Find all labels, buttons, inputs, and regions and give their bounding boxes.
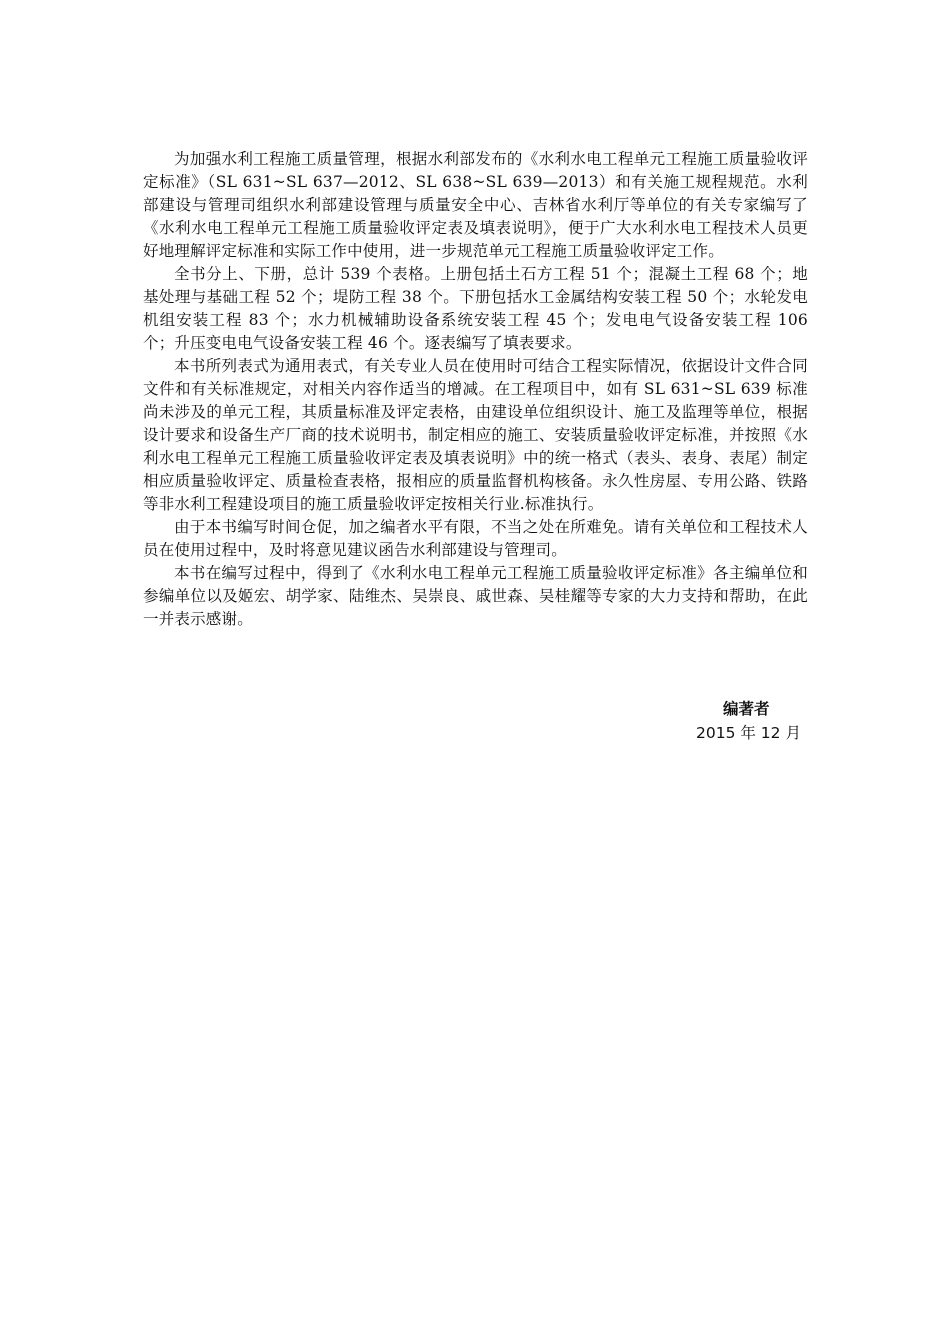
paragraph-contents: 全书分上、下册，总计 539 个表格。上册包括土石方工程 51 个；混凝土工程 68 个；地基处理与基础工程 52 个；堤防工程 38 个。下册包括水工金属结构安装工程 50 个；水轮发电机组安装工程 83 个；水力机械辅助设备系统安装工程 45 个；发电电气设备安装工程 106 个；升压变电电气设备安装工程 46 个。逐表编写了填表要求。 — [143, 265, 808, 352]
paragraph-usage: 本书所列表式为通用表式，有关专业人员在使用时可结合工程实际情况，依据设计文件合同文件和有关标准规定，对相关内容作适当的增减。在工程项目中，如有 SL 631~SL 639 标准尚未涉及的单元工程，其质量标准及评定表格，由建设单位组织设计、施工及监理等单位，根据设计要求和设备生产厂商的技术说明书，制定相应的施工、安装质量验收评定标准，并按照《水利水电工程单元工程施工质量验收评定表及填表说明》中的统一格式（表头、表身、表尾）制定相应质量验收评定、质量检查表格，报相应的质量监督机构核备。永久性房屋、专用公路、铁路等非水利工程建设项目的施工质量验收评定按相关行业.标准执行。 — [143, 357, 808, 513]
author-signature: 编著者 — [723, 700, 770, 718]
paragraph-disclaimer: 由于本书编写时间仓促，加之编者水平有限，不当之处在所难免。请有关单位和工程技术人员在使用过程中，及时将意见建议函告水利部建设与管理司。 — [143, 518, 808, 559]
preface-body — [143, 148, 808, 631]
paragraph-purpose: 为加强水利工程施工质量管理，根据水利部发布的《水利水电工程单元工程施工质量验收评定标准》（SL 631~SL 637—2012、SL 638~SL 639—2013）和有关施工规程规范。水利部建设与管理司组织水利部建设管理与质量安全中心、吉林省水利厅等单位的有关专家编写了《水利水电工程单元工程施工质量验收评定表及填表说明》，便于广大水利水电工程技术人员更好地理解评定标准和实际工作中使用，进一步规范单元工程施工质量验收评定工作。 — [143, 150, 808, 260]
paragraph-acknowledgement: 本书在编写过程中，得到了《水利水电工程单元工程施工质量验收评定标准》各主编单位和参编单位以及姬宏、胡学家、陆维杰、吴崇良、戚世森、吴桂耀等专家的大力支持和帮助，在此一并表示感谢。 — [143, 564, 808, 628]
preface-date: 2015 年 12 月 — [696, 724, 801, 742]
